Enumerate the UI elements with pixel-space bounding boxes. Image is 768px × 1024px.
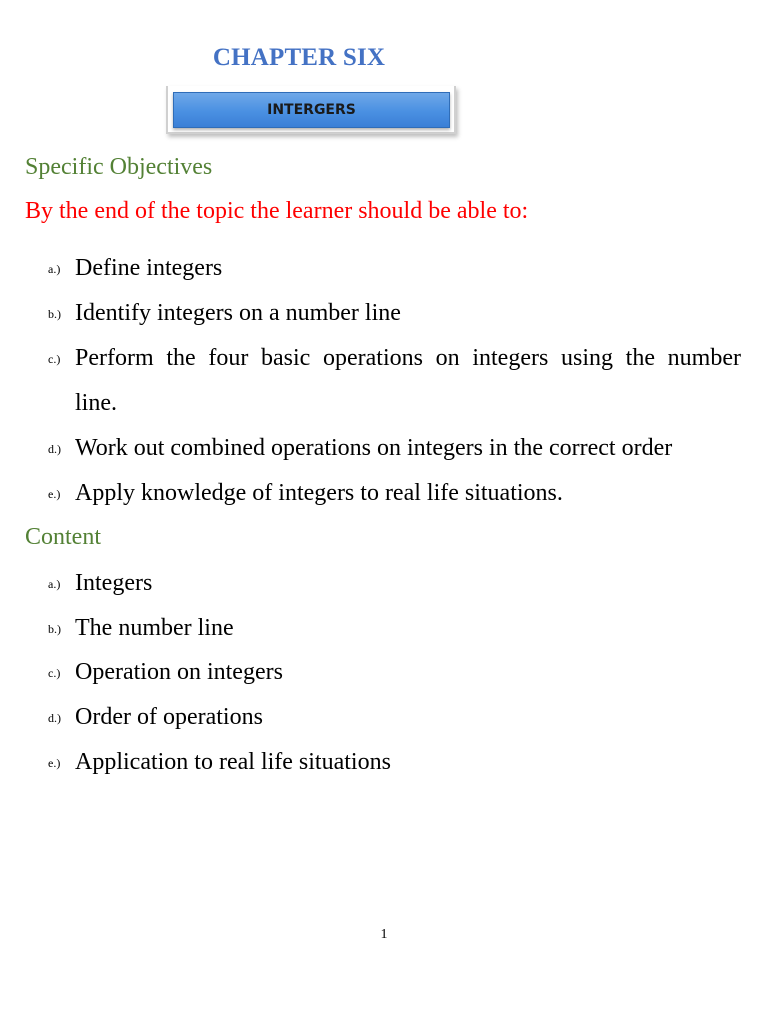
list-item-text: Order of operations: [75, 704, 263, 730]
list-item-text: The number line: [75, 615, 234, 641]
list-item-text: Identify integers on a number line: [75, 300, 401, 326]
list-item-text: Application to real life situations: [75, 749, 391, 775]
list-marker: d.): [48, 442, 61, 456]
list-item-text: Operation on integers: [75, 659, 283, 685]
list-marker: a.): [48, 262, 61, 276]
list-marker: e.): [48, 756, 61, 770]
list-marker: b.): [48, 622, 61, 636]
list-marker: d.): [48, 711, 61, 725]
list-item-text: Integers: [75, 570, 153, 596]
objectives-heading: Specific Objectives: [25, 154, 213, 180]
list-item-text: Work out combined operations on integers in the correct order: [75, 435, 673, 461]
topic-banner-label: INTERGERS: [267, 102, 356, 118]
page-number: 1: [380, 927, 388, 942]
list-marker: c.): [48, 352, 61, 366]
list-marker: e.): [48, 487, 61, 501]
list-marker: b.): [48, 307, 61, 321]
topic-banner: [173, 92, 450, 128]
list-item-continuation: line.: [75, 390, 117, 416]
content-heading: Content: [25, 524, 101, 550]
list-marker: c.): [48, 666, 61, 680]
chapter-title: CHAPTER SIX: [212, 44, 386, 71]
list-item-text: Define integers: [75, 255, 223, 281]
list-item-text: Apply knowledge of integers to real life situations.: [75, 480, 563, 506]
list-item-text: Perform the four basic operations on integers using the number: [75, 345, 741, 371]
objectives-intro: By the end of the topic the learner should be able to:: [25, 198, 529, 224]
list-marker: a.): [48, 577, 61, 591]
